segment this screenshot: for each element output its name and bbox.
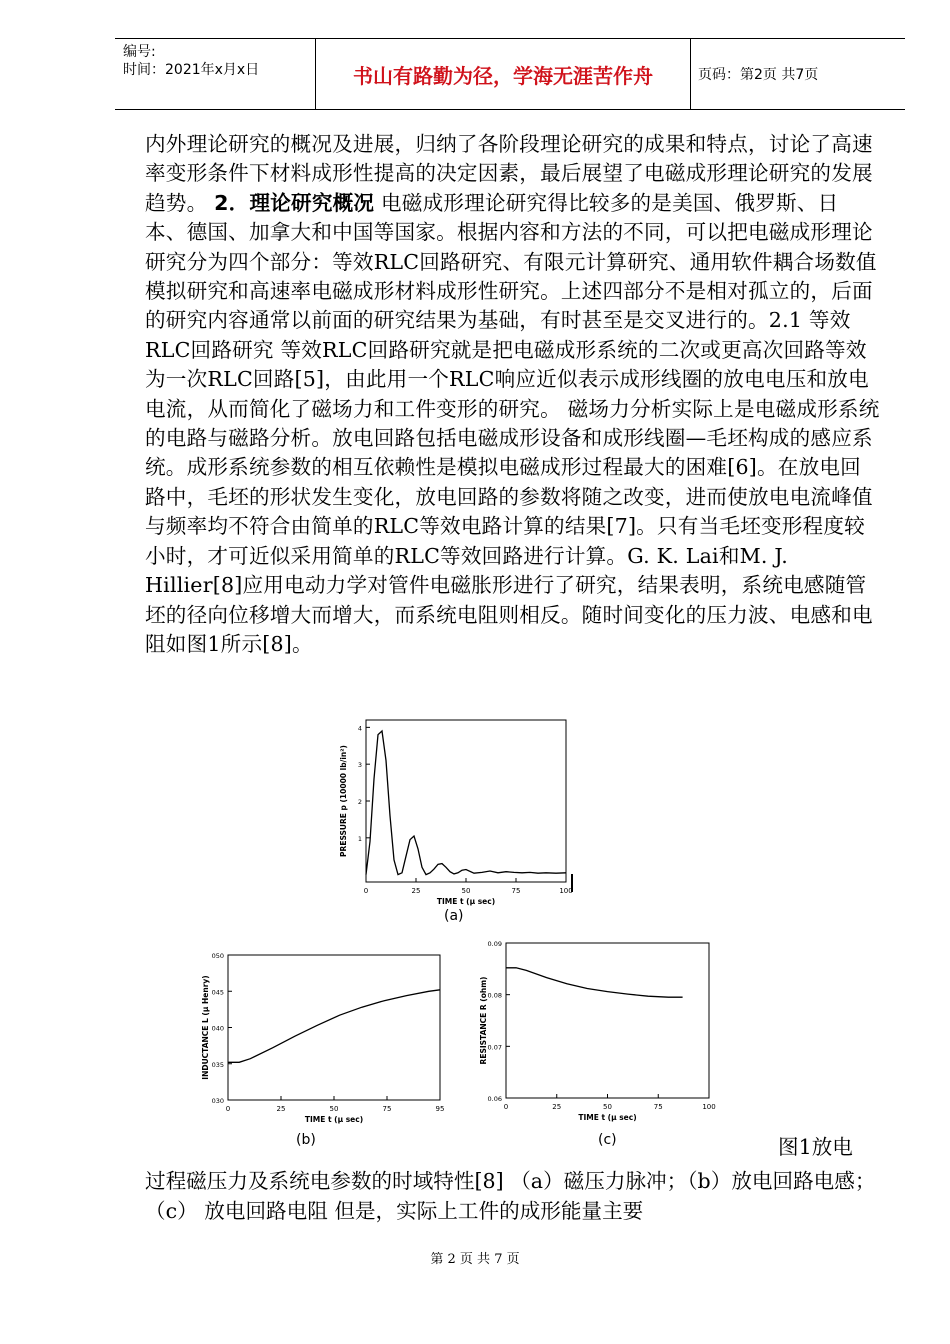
y-tick-label: 0.08	[487, 991, 502, 1000]
body-paragraph	[145, 130, 880, 659]
pressure-chart	[330, 712, 580, 907]
header-motto: 书山有路勤为径，学海无涯苦作舟	[315, 39, 691, 109]
x-tick-label: 100	[559, 887, 573, 895]
y-tick-label: 040	[211, 1024, 224, 1033]
x-tick-label: 50	[461, 887, 471, 895]
y-tick-label: 2	[357, 798, 362, 806]
x-tick-label: 75	[511, 887, 521, 895]
body-text-b: 电磁成形理论研究得比较多的是美国、俄罗斯、日本、德国、加拿大和中国等国家。根据内容和方法的不同，可以把电磁成形理论研究分为四个部分：等效RLC回路研究、有限元计算研究、通用软件耦合场数值模拟研究和高速率电磁成形材料成形性研究。上述四部分不是相对孤立的，后面的研究内容通常以前面的研究结果为基础，有时甚至是交叉进行的。2.1 等效RLC回路研究 等效RLC回路研究就是把电磁成形系统的二次或更高次回路等效为一次RLC回路[5]，由此用一个RLC响应近似表示成形线圈的放电电压和放电电流，从而简化了磁场力和工件变形的研究。 磁场力分析实际上是电磁成形系统的电路与磁路分析。放电回路包括电磁成形设备和成形线圈—毛坯构成的感应系统。成形系统参数的相互依赖性是模拟电磁成形过程最大的困难[6]。在放电回路中，毛坯的形状发生变化，放电回路的参数将随之改变，进而使放电电流峰值与频率均不符合由简单的RLC等效电路计算的结果[7]。只有当毛坯变形程度较小时，才可近似采用简单的RLC等效回路进行计算。G. K. Lai和M. J. Hillier[8]应用电动力学对管件电磁胀形进行了研究，结果表明，系统电感随管坯的径向位移增大而增大，而系统电阻则相反。随时间变化的压力波、电感和电阻如图1所示[8]。	[145, 190, 880, 656]
y-axis-label: PRESSURE p (10000 lb/in²)	[339, 745, 348, 857]
y-tick-label: 4	[357, 724, 362, 733]
y-axis-label: RESISTANCE R (ohm)	[479, 976, 488, 1065]
page-header	[115, 38, 905, 110]
y-tick-label: 050	[211, 952, 224, 960]
series-line	[228, 990, 440, 1063]
figure-a-label: (a)	[444, 908, 464, 924]
x-tick-label: 100	[702, 1103, 716, 1111]
figure-c	[470, 935, 730, 1129]
section-heading: 2．理论研究概况	[214, 190, 375, 215]
figure-caption-start: 图1放电	[778, 1135, 853, 1159]
x-tick-label: 25	[552, 1103, 562, 1111]
inductance-chart	[190, 945, 460, 1125]
x-tick-label: 0	[225, 1105, 231, 1113]
number-label: 编号:	[123, 44, 156, 60]
x-tick-label: 25	[276, 1105, 286, 1113]
figure-caption-rest: 过程磁压力及系统电参数的时域特性[8] （a）磁压力脉冲；（b）放电回路电感；（c） 放电回路电阻 但是，实际上工件的成形能量主要	[145, 1169, 876, 1223]
time-label: 时间：2021年x月x日	[123, 62, 260, 78]
resistance-chart	[470, 935, 730, 1125]
figure-b	[190, 945, 460, 1129]
page-footer: 第 2 页 共 7 页	[430, 1252, 520, 1267]
header-meta	[115, 39, 315, 113]
series-line	[366, 731, 566, 875]
x-tick-label: 0	[503, 1103, 509, 1111]
y-tick-label: 1	[357, 834, 362, 843]
x-axis-label: TIME t (μ sec)	[304, 1115, 364, 1124]
y-tick-label: 0.06	[487, 1095, 502, 1103]
y-tick-label: 035	[211, 1060, 224, 1069]
y-tick-label: 030	[211, 1097, 224, 1105]
x-tick-label: 95	[435, 1105, 445, 1113]
plot-frame	[506, 943, 709, 1098]
figure-b-label: (b)	[296, 1132, 316, 1148]
y-tick-label: 045	[211, 988, 224, 997]
x-tick-label: 50	[603, 1103, 612, 1111]
x-tick-label: 75	[653, 1103, 663, 1111]
series-line	[506, 968, 683, 997]
figure-c-label: (c)	[598, 1132, 617, 1148]
x-tick-label: 0	[363, 887, 369, 895]
plot-frame	[366, 720, 566, 882]
x-tick-label: 50	[329, 1105, 339, 1113]
header-page-label: 页码：第2页 共7页	[698, 67, 819, 83]
body-text-a: 内外理论研究的概况及进展，归纳了各阶段理论研究的成果和特点，讨论了高速率变形条件下材料成形性提高的决定因素，最后展望了电磁成形理论研究的发展趋势。	[145, 132, 873, 215]
x-tick-label: 25	[411, 887, 421, 895]
plot-frame	[228, 955, 440, 1100]
figure-a	[330, 712, 580, 911]
x-axis-label: TIME t (μ sec)	[578, 1113, 637, 1122]
y-tick-label: 0.07	[487, 1043, 502, 1052]
y-tick-label: 0.09	[487, 940, 502, 948]
y-axis-label: INDUCTANCE L (μ Henry)	[201, 975, 210, 1080]
x-axis-label: TIME t (μ sec)	[436, 897, 496, 906]
y-tick-label: 3	[357, 761, 362, 770]
x-tick-label: 75	[382, 1105, 392, 1113]
